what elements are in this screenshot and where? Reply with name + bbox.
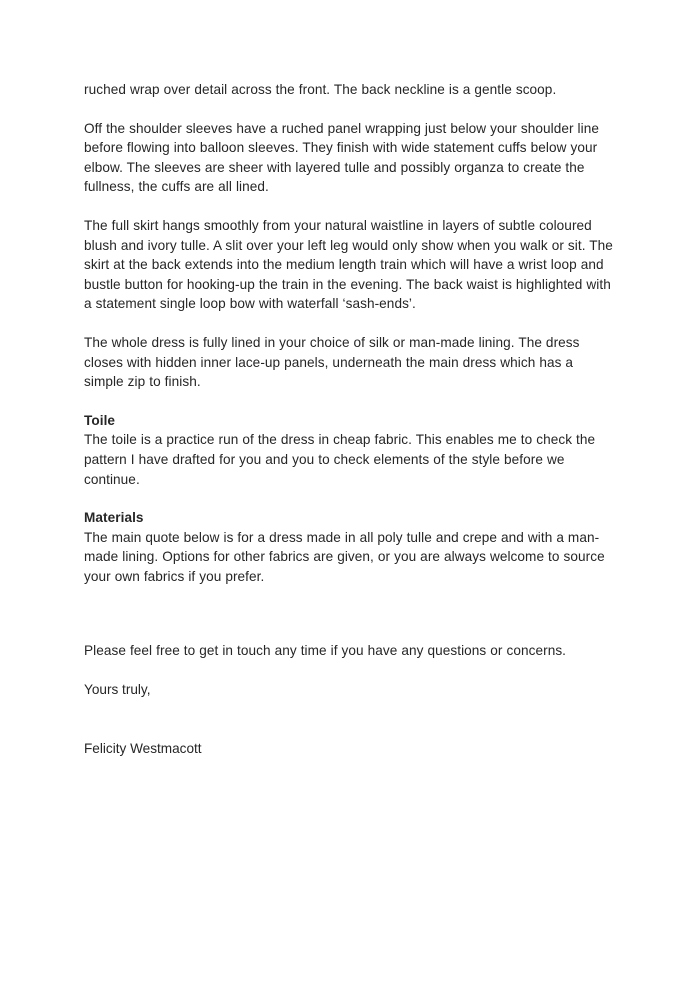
section-heading-materials: Materials — [84, 510, 144, 526]
document-body — [84, 80, 616, 758]
paragraph-neckline: ruched wrap over detail across the front. The back neckline is a gentle scoop. — [84, 82, 557, 97]
spacer-signature — [84, 700, 616, 739]
section-materials — [84, 508, 616, 586]
paragraph-sleeves: Off the shoulder sleeves have a ruched panel wrapping just below your shoulder line before flowing into balloon sleeves. They finish with wide statement cuffs below your elbow. The sleeves are sheer with layered tulle and possibly organza to create the fullness, the cuffs are all lined. — [84, 120, 599, 195]
closing-valediction: Yours truly, — [84, 682, 151, 698]
paragraph-skirt: The full skirt hangs smoothly from your natural waistline in layers of subtle coloured blush and ivory tulle. A slit over your left leg would only show when you walk or sit. The skirt at the back extends into the medium length train which will have a wrist loop and bustle button for hooking-up the train in the evening. The back waist is highlighted with a statement single loop bow with waterfall ‘sash-ends’. — [84, 217, 613, 312]
section-body-materials: The main quote below is for a dress made in all poly tulle and crepe and with a man-made lining. Options for other fabrics are given, or you are always welcome to source your own fabrics if you prefer. — [84, 529, 605, 584]
closing-invitation: Please feel free to get in touch any time if you have any questions or concerns. — [84, 643, 567, 659]
section-heading-toile: Toile — [84, 412, 116, 428]
signature-name: Felicity Westmacott — [84, 740, 202, 756]
section-body-toile: The toile is a practice run of the dress in cheap fabric. This enables me to check the pattern I have drafted for you and you to check elements of the style before we continue. — [84, 432, 596, 487]
section-toile — [84, 411, 616, 489]
spacer-before-closing — [84, 605, 616, 641]
paragraph-lining: The whole dress is fully lined in your choice of silk or man-made lining. The dress closes with hidden inner lace-up panels, underneath the main dress which has a simple zip to finish. — [84, 334, 580, 390]
